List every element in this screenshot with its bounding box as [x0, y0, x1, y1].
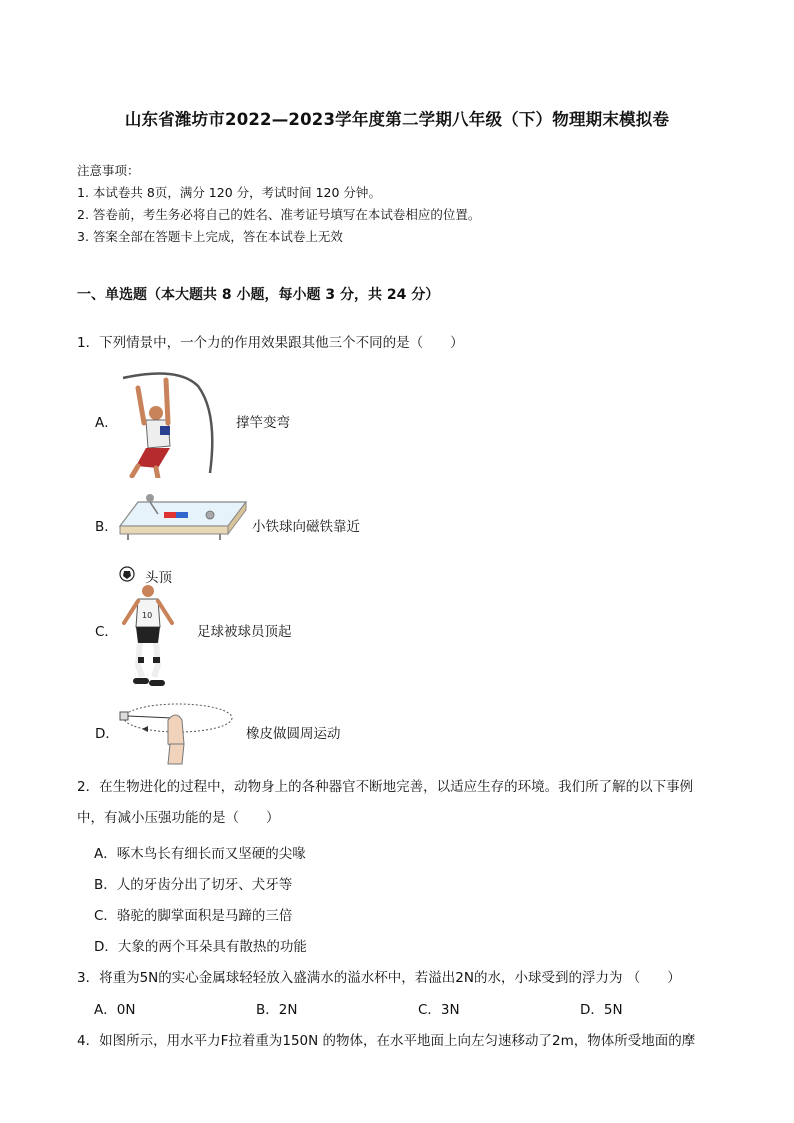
question-1-stem: 1．下列情景中，一个力的作用效果跟其他三个不同的是（ ）	[77, 335, 464, 351]
q3-option-a: A．0N	[94, 1002, 136, 1018]
question-3-stem: 3．将重为5N的实心金属球轻轻放入盛满水的溢水杯中，若溢出2N的水，小球受到的浮力为 （ ）	[77, 970, 681, 986]
notice-block	[77, 160, 480, 248]
q1-option-d-text: 橡皮做圆周运动	[246, 726, 341, 742]
q1-option-b-label: B．	[95, 519, 118, 535]
section-heading: 一、单选题（本大题共 8 小题，每小题 3 分，共 24 分）	[77, 287, 440, 303]
pole-vault-illustration	[118, 368, 228, 478]
question-2-stem-line: 2．在生物进化的过程中，动物身上的各种器官不断地完善，以适应生存的环境。我们所了解的以下事例	[77, 779, 694, 795]
question-2-stem	[77, 772, 767, 834]
q1-option-c-caption: 头顶	[145, 570, 172, 586]
svg-text:10: 10	[142, 611, 153, 620]
q3-option-c: C．3N	[418, 1002, 460, 1018]
exam-title: 山东省潍坊市2022—2023学年度第二学期八年级（下）物理期末模拟卷	[124, 110, 670, 129]
notice-item: 1. 本试卷共 8页，满分 120 分，考试时间 120 分钟。	[77, 185, 381, 200]
q2-option-d: D．大象的两个耳朵具有散热的功能	[94, 939, 307, 955]
question-4-stem: 4．如图所示，用水平力F拉着重为150N 的物体，在水平地面上向左匀速移动了2m，物体所受地面的摩	[77, 1033, 696, 1049]
eraser-circular-motion-illustration	[118, 700, 233, 765]
notice-item: 2. 答卷前，考生务必将自己的姓名、准考证号填写在本试卷相应的位置。	[77, 207, 481, 222]
notice-heading: 注意事项：	[77, 163, 140, 178]
question-2-stem-line: 中，有减小压强功能的是（ ）	[77, 810, 280, 826]
q2-option-c: C．骆驼的脚掌面积是马蹄的三倍	[94, 908, 293, 924]
q1-option-c-label: C．	[95, 624, 118, 640]
notice-item: 3. 答案全部在答题卡上完成，答在本试卷上无效	[77, 229, 343, 244]
q1-option-a-label: A．	[95, 415, 118, 431]
q2-option-a: A．啄木鸟长有细长而又坚硬的尖喙	[94, 846, 306, 862]
magnet-tray-illustration	[118, 490, 248, 540]
q1-option-b-text: 小铁球向磁铁靠近	[252, 519, 360, 535]
q3-option-b: B．2N	[256, 1002, 298, 1018]
q1-option-a-text: 撑竿变弯	[236, 415, 290, 431]
q3-option-d: D．5N	[580, 1002, 623, 1018]
q2-option-b: B．人的牙齿分出了切牙、犬牙等	[94, 877, 293, 893]
q1-option-c-text: 足球被球员顶起	[197, 624, 292, 640]
q1-option-d-label: D．	[95, 726, 119, 742]
